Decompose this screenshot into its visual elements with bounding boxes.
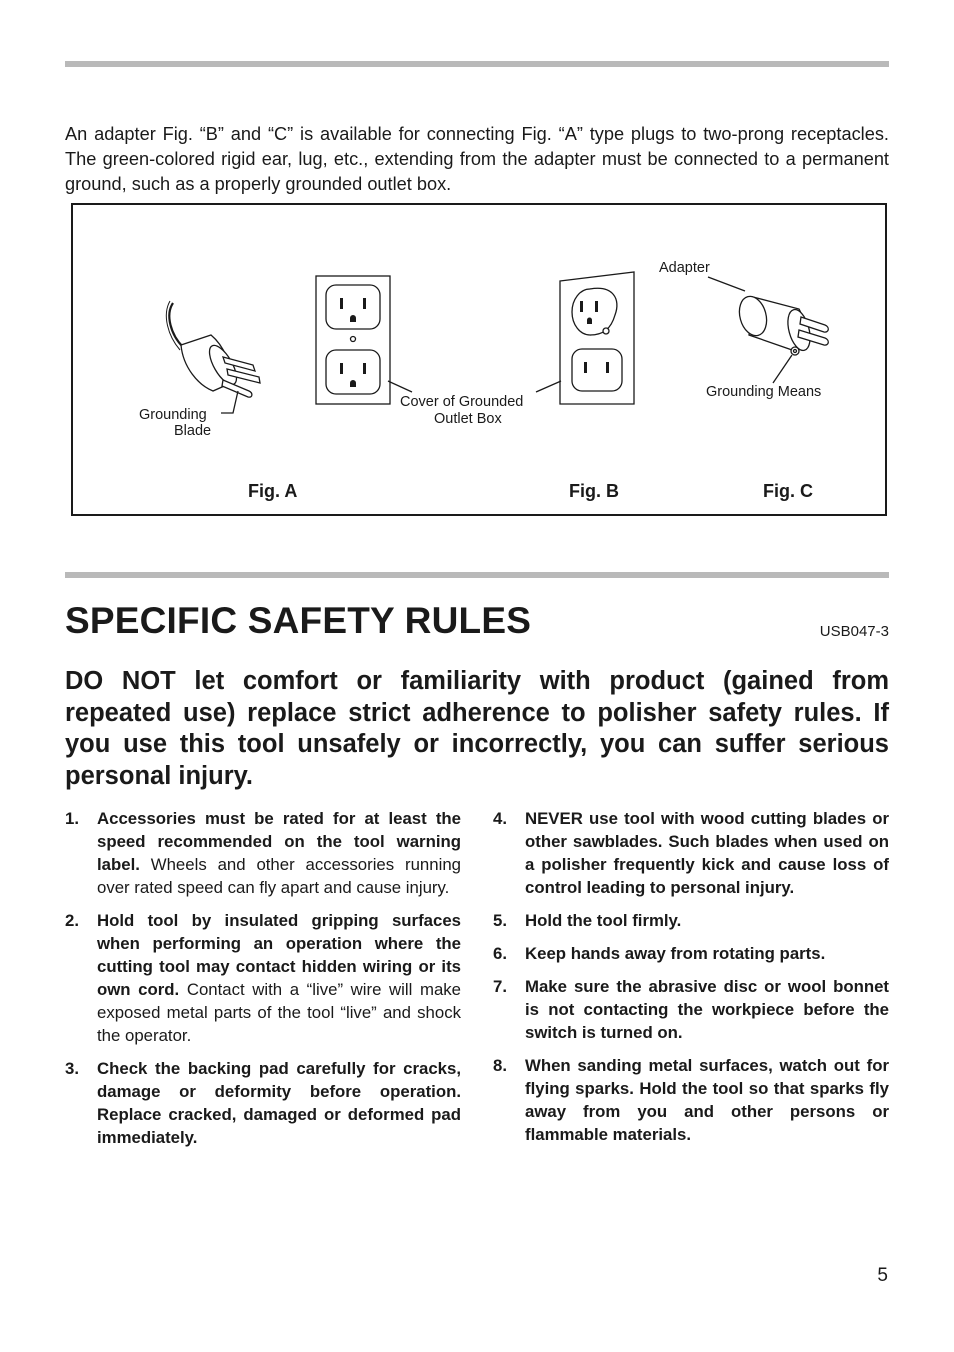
- adapter-label: Adapter: [659, 260, 710, 276]
- list-item: 8. When sanding metal surfaces, watch out for flying sparks. Hold the tool so that sparks fly away from you and other persons or flammable materials.: [493, 1056, 889, 1144]
- rules-column-right: [493, 807, 889, 1156]
- list-item: 3. Check the backing pad carefully for cracks, damage or deformity before operation. Replace cracked, damaged or deformed pad immediately.: [65, 1059, 461, 1147]
- grounding-blade-leader: [221, 391, 238, 413]
- grounding-blade-label-line1: Grounding: [139, 407, 207, 423]
- list-item: 4. NEVER use tool with wood cutting blades or other sawblades. Such blades when used on a polisher frequently kick and cause loss of control leading to personal injury.: [493, 809, 889, 897]
- list-item: 5. Hold the tool firmly.: [493, 911, 682, 930]
- list-item: 7. Make sure the abrasive disc or wool bonnet is not contacting the workpiece before the switch is turned on.: [493, 977, 889, 1042]
- list-item: 6. Keep hands away from rotating parts.: [493, 944, 826, 963]
- cover-label-line1: Cover of Grounded: [400, 394, 524, 410]
- document-code: USB047-3: [819, 623, 889, 640]
- fig-b-caption: Fig. B: [569, 481, 619, 501]
- section-divider: [65, 572, 889, 578]
- safety-warning-paragraph: DO NOT let comfort or familiarity with product (gained from repeated use) replace strict adherence to polisher safety rules. If you use this tool unsafely or incorrectly, you can suffer serious personal injury.: [65, 667, 889, 790]
- fig-b-outlet-illustration: [560, 272, 634, 404]
- grounding-blade-label-line2: Blade: [174, 423, 212, 439]
- list-item: 2. Hold tool by insulated gripping surfaces when performing an operation where the cutting tool may contact hidden wiring or its own cord. Contact with a “live” wire will make exposed metal parts of the tool “live” and shock the operator.: [65, 911, 461, 1045]
- fig-c-adapter-illustration: [735, 293, 828, 355]
- section-title: SPECIFIC SAFETY RULES: [65, 600, 532, 641]
- fig-a-plug-illustration: [166, 301, 260, 397]
- top-divider: [65, 61, 889, 67]
- fig-a-outlet-illustration: [316, 276, 390, 404]
- fig-a-caption: Fig. A: [248, 481, 298, 501]
- adapter-intro-paragraph: An adapter Fig. “B” and “C” is available for connecting Fig. “A” type plugs to two-prong receptacles. The green-colored rigid ear, lug, etc., extending from the adapter must be connected to a permanent ground, such as a properly grounded outlet box.: [65, 124, 889, 194]
- rules-column-left: [65, 807, 461, 1159]
- grounding-figure-box: [71, 203, 887, 516]
- list-item: 1. Accessories must be rated for at least the speed recommended on the tool warning label. Wheels and other accessories running over rated speed can fly apart and cause injury.: [65, 809, 461, 897]
- grounding-means-label: Grounding Means: [706, 384, 822, 400]
- cover-leader-a: [388, 381, 412, 392]
- page-number: 5: [877, 1265, 888, 1286]
- adapter-leader: [708, 277, 745, 291]
- cover-label-line2: Outlet Box: [434, 411, 502, 427]
- fig-c-caption: Fig. C: [763, 481, 813, 501]
- cover-leader-b: [536, 381, 561, 392]
- grounding-means-leader: [773, 355, 792, 383]
- grounding-diagram: [73, 205, 885, 514]
